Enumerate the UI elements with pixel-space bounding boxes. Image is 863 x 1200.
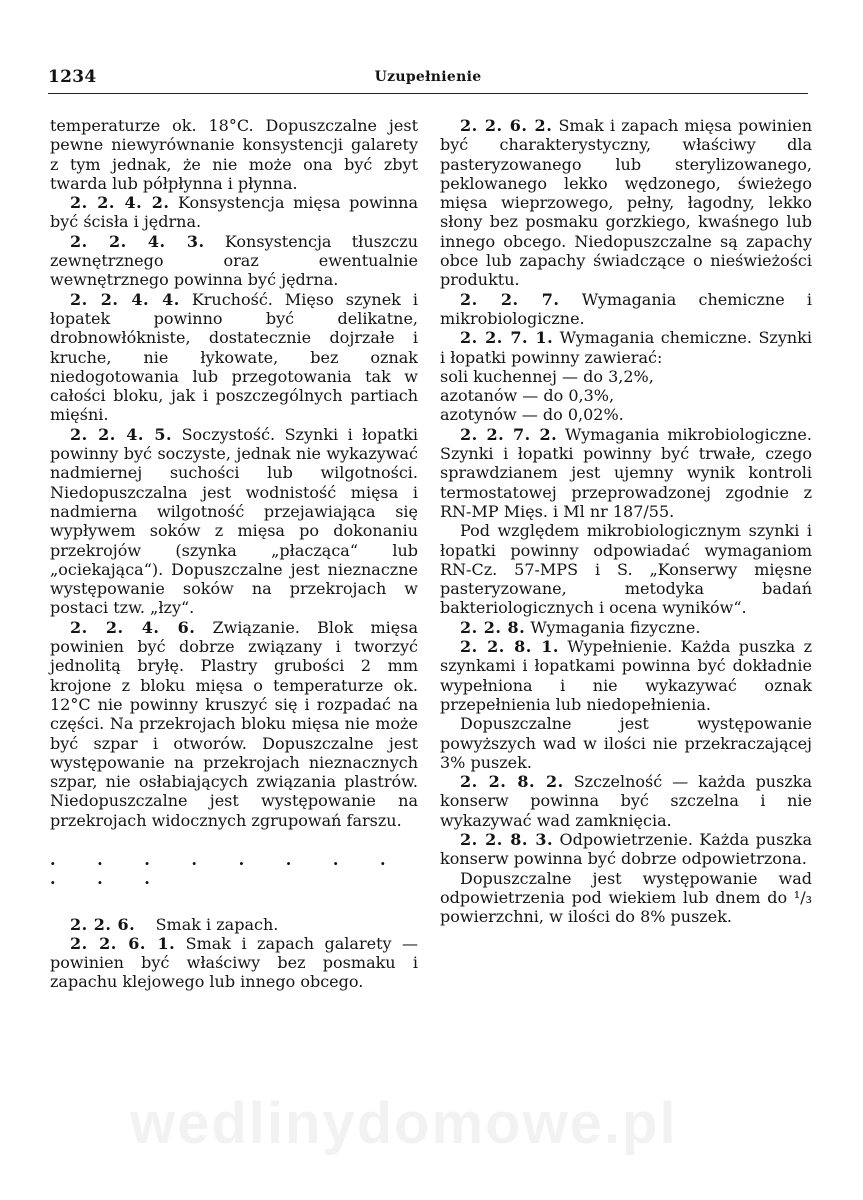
paragraph-text: Wymagania chemiczne i mikrobiologiczne. xyxy=(440,289,813,328)
paragraph: Dopuszczalne jest występowanie powyższych wad w ilości nie przekraczającej 3% puszek. xyxy=(440,714,812,772)
page-header xyxy=(48,67,808,94)
left-column xyxy=(50,116,418,992)
chem-line: azotynów — do 0,02%. xyxy=(440,405,624,425)
section-number: 2. 2. 6. xyxy=(70,914,136,934)
page-number: 1234 xyxy=(48,67,97,87)
section-number: 2. 2. 8. 1. xyxy=(460,637,559,657)
section-number: 2. 2. 8. xyxy=(460,617,526,637)
paragraph-text: Smak i zapach galarety — powinien być właściwy bez posmaku i zapachu klejowego lub innego obcego. xyxy=(50,933,418,992)
section-2-2-7-2 xyxy=(440,425,812,521)
right-column xyxy=(440,116,812,926)
omission-dots: . . . . . . . . . . . xyxy=(50,849,404,889)
paragraph-text: Konsystencja tłuszczu zewnętrznego oraz ewentualnie wewnętrznego powinna być jędrna. xyxy=(50,231,418,290)
section-2-2-4-5 xyxy=(50,425,418,618)
section-number: 2. 2. 7. 1. xyxy=(460,328,554,348)
section-2-2-7 xyxy=(440,290,812,329)
section-2-2-4-2 xyxy=(50,193,418,232)
section-number: 2. 2. 4. 5. xyxy=(70,424,173,444)
section-number: 2. 2. 8. 2. xyxy=(460,772,564,792)
section-2-2-8-1 xyxy=(440,637,812,714)
section-number: 2. 2. 4. 2. xyxy=(70,193,170,213)
paragraph: Dopuszczalne jest występowanie wad odpowietrzenia pod wiekiem lub dnem do ¹/₃ powierzchni, w ilości do 8% puszek. xyxy=(440,868,812,927)
paragraph-text: Konsystencja mięsa powinna być ścisła i jędrna. xyxy=(50,193,418,232)
paragraph-text: Smak i zapach mięsa powinien być charakterystyczny, właściwy dla pasteryzowanego lub sterylizowanego, peklowanego lekko wędzonego, świeżego mięsa wieprzowego, pełny, łagodny, lekko słony bez posmaku gorzkiego, kwaśnego lub innego obcego. Niedopuszczalne są zapachy obce lub zapachy świadczące o nieświeżości produktu. xyxy=(440,116,812,290)
section-2-2-6-1 xyxy=(50,934,418,992)
paragraph-text: Wymagania mikrobiologiczne. Szynki i łopatki powinny być trwałe, czego sprawdzianem jest ujemny wynik kontroli termostatowej przeprowadzonej zgodnie z RN-MP Mięs. i Ml nr 187/55. xyxy=(440,424,812,521)
section-2-2-4-4 xyxy=(50,290,418,425)
section-number: 2. 2. 4. 6. xyxy=(70,617,196,637)
paragraph-text: Wypełnienie. Każda puszka z szynkami i łopatkami powinna być dokładnie wypełniona i nie wykazywać oznak przepełnienia lub niedopełnienia. xyxy=(440,637,812,714)
paragraph: Pod względem mikrobiologicznym szynki i łopatki powinny odpowiadać wymaganiom RN-Cz. 57-MPS i S. „Konserwy mięsne pasteryzowane, metodyka badań bakteriologicznych i ocena wyników“. xyxy=(440,521,812,618)
section-2-2-8 xyxy=(440,618,812,637)
section-2-2-6-2 xyxy=(440,116,812,290)
chem-line: soli kuchennej — do 3,2%, xyxy=(440,366,654,386)
section-number: 2. 2. 4. 3. xyxy=(70,231,205,251)
paragraph-text: temperaturze ok. 18°C. Dopuszczalne jest pewne niewyrównanie konsystencji galarety z tym jednak, że nie może ona być zbyt twarda lub półpłynna i płynna. xyxy=(50,116,418,193)
running-title: Uzupełnienie xyxy=(374,69,482,85)
section-number: 2. 2. 6. 2. xyxy=(460,116,553,135)
section-2-2-4-6 xyxy=(50,618,418,830)
paragraph xyxy=(50,116,418,193)
section-number: 2. 2. 7. 2. xyxy=(460,424,558,444)
section-2-2-8-2 xyxy=(440,772,812,830)
section-2-2-8-3 xyxy=(440,830,812,869)
section-number: 2. 2. 8. 3. xyxy=(460,829,554,849)
section-2-2-6 xyxy=(50,915,418,934)
paragraph-text: Wymagania chemiczne. Szynki i łopatki powinny zawierać: xyxy=(440,328,812,367)
watermark: wedlinydomowe.pl xyxy=(130,1091,678,1156)
paragraph-text: Odpowietrzenie. Każda puszka konserw powinna być dobrze odpowietrzona. xyxy=(440,829,812,869)
chem-line: azotanów — do 0,3%, xyxy=(440,386,615,406)
paragraph-text: Związanie. Blok mięsa powinien być dobrze związany i tworzyć jednolitą bryłę. Plastry grubości 2 mm krojone z bloku mięsa o temperaturze ok. 12°C nie powinny kruszyć się i rozpadać na części. Na przekrojach bloku mięsa nie może być szpar i otworów. Dopuszczalne jest występowanie na przekrojach nieznacznych szpar, nie osłabiających związania plastrów. Niedopuszczalne jest występowanie na przekrojach widocznych zgrupowań farszu. xyxy=(50,617,418,830)
section-number: 2. 2. 7. xyxy=(460,289,560,309)
paragraph-text: Szczelność — każda puszka konserw powinna być szczelna i nie wykazywać wad zamknięcia. xyxy=(440,772,812,830)
paragraph-text: Smak i zapach. xyxy=(155,914,279,934)
section-number: 2. 2. 6. 1. xyxy=(70,933,176,953)
paragraph-text: Kruchość. Mięso szynek i łopatek powinno być delikatne, drobnowłókniste, dostatecznie dojrzałe i kruche, nie łykowate, bez oznak niedogotowania lub przegotowania tak w całości bloku, jak i poszczególnych partiach mięśni. xyxy=(50,289,418,425)
paragraph-text: Wymagania fizyczne. xyxy=(530,617,701,637)
paragraph-text: Soczystość. Szynki i łopatki powinny być soczyste, jednak nie wykazywać nadmiernej suchości lub wilgotności. Niedopuszczalna jest wodnistość mięsa i nadmierna wilgotność przejawiająca się wypływem soków z mięsa po dokonaniu przekrojów (szynka „płacząca“ lub „ociekająca“). Dopuszczalne jest nieznaczne występowanie soków na przekrojach w postaci tzw. „łzy“. xyxy=(50,424,418,618)
section-2-2-4-3 xyxy=(50,232,418,290)
section-number: 2. 2. 4. 4. xyxy=(70,289,180,309)
section-2-2-7-1 xyxy=(440,328,812,367)
